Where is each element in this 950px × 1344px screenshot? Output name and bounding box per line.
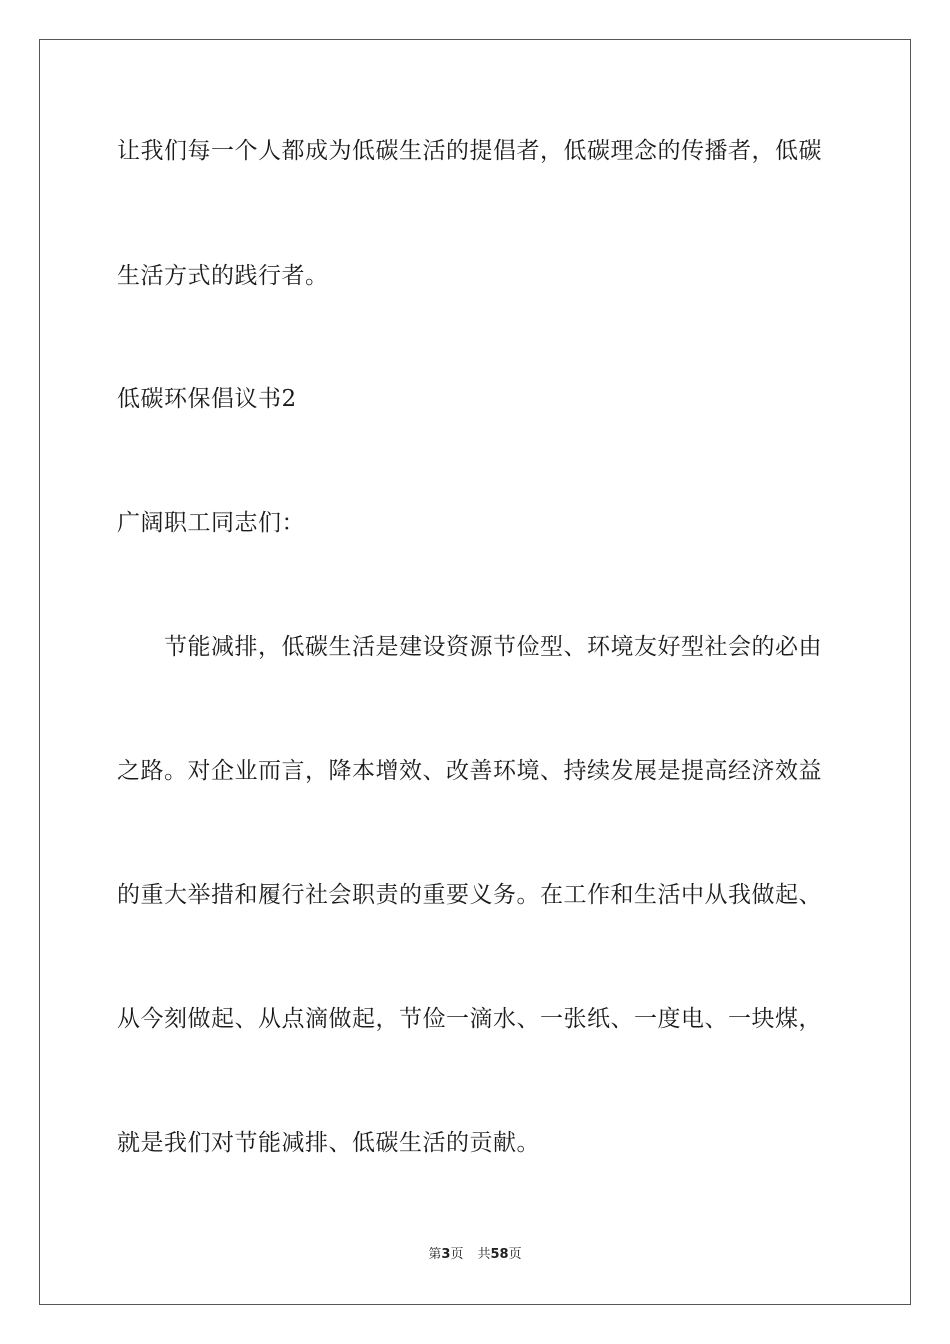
paragraph-line-2: 之路。对企业而言，降本增效、改善环境、持续发展是提高经济效益 (117, 758, 822, 784)
paragraph-line-4: 从今刻做起、从点滴做起，节俭一滴水、一张纸、一度电、一块煤， (117, 1006, 822, 1032)
footer-page-prefix: 第 (428, 1247, 442, 1262)
paragraph-line-5: 就是我们对节能减排、低碳生活的贡献。 (117, 1130, 540, 1156)
footer-page-number: 3 (441, 1247, 451, 1262)
page-border (39, 39, 911, 1305)
footer-total-pages: 58 (490, 1247, 509, 1262)
footer-page-suffix: 页 (450, 1247, 464, 1262)
body-line-1: 让我们每一个人都成为低碳生活的提倡者，低碳理念的传播者，低碳 (117, 138, 822, 164)
paragraph-line-1: 节能减排，低碳生活是建设资源节俭型、环境友好型社会的必由 (164, 634, 822, 660)
section-heading: 低碳环保倡议书2 (117, 386, 297, 412)
paragraph-line-3: 的重大举措和履行社会职责的重要义务。在工作和生活中从我做起、 (117, 882, 822, 908)
footer-total-suffix: 页 (508, 1247, 522, 1262)
page-footer (0, 1247, 950, 1263)
salutation: 广阔职工同志们： (117, 510, 305, 536)
body-line-2: 生活方式的践行者。 (117, 263, 329, 289)
footer-total-prefix: 共 (477, 1247, 491, 1262)
